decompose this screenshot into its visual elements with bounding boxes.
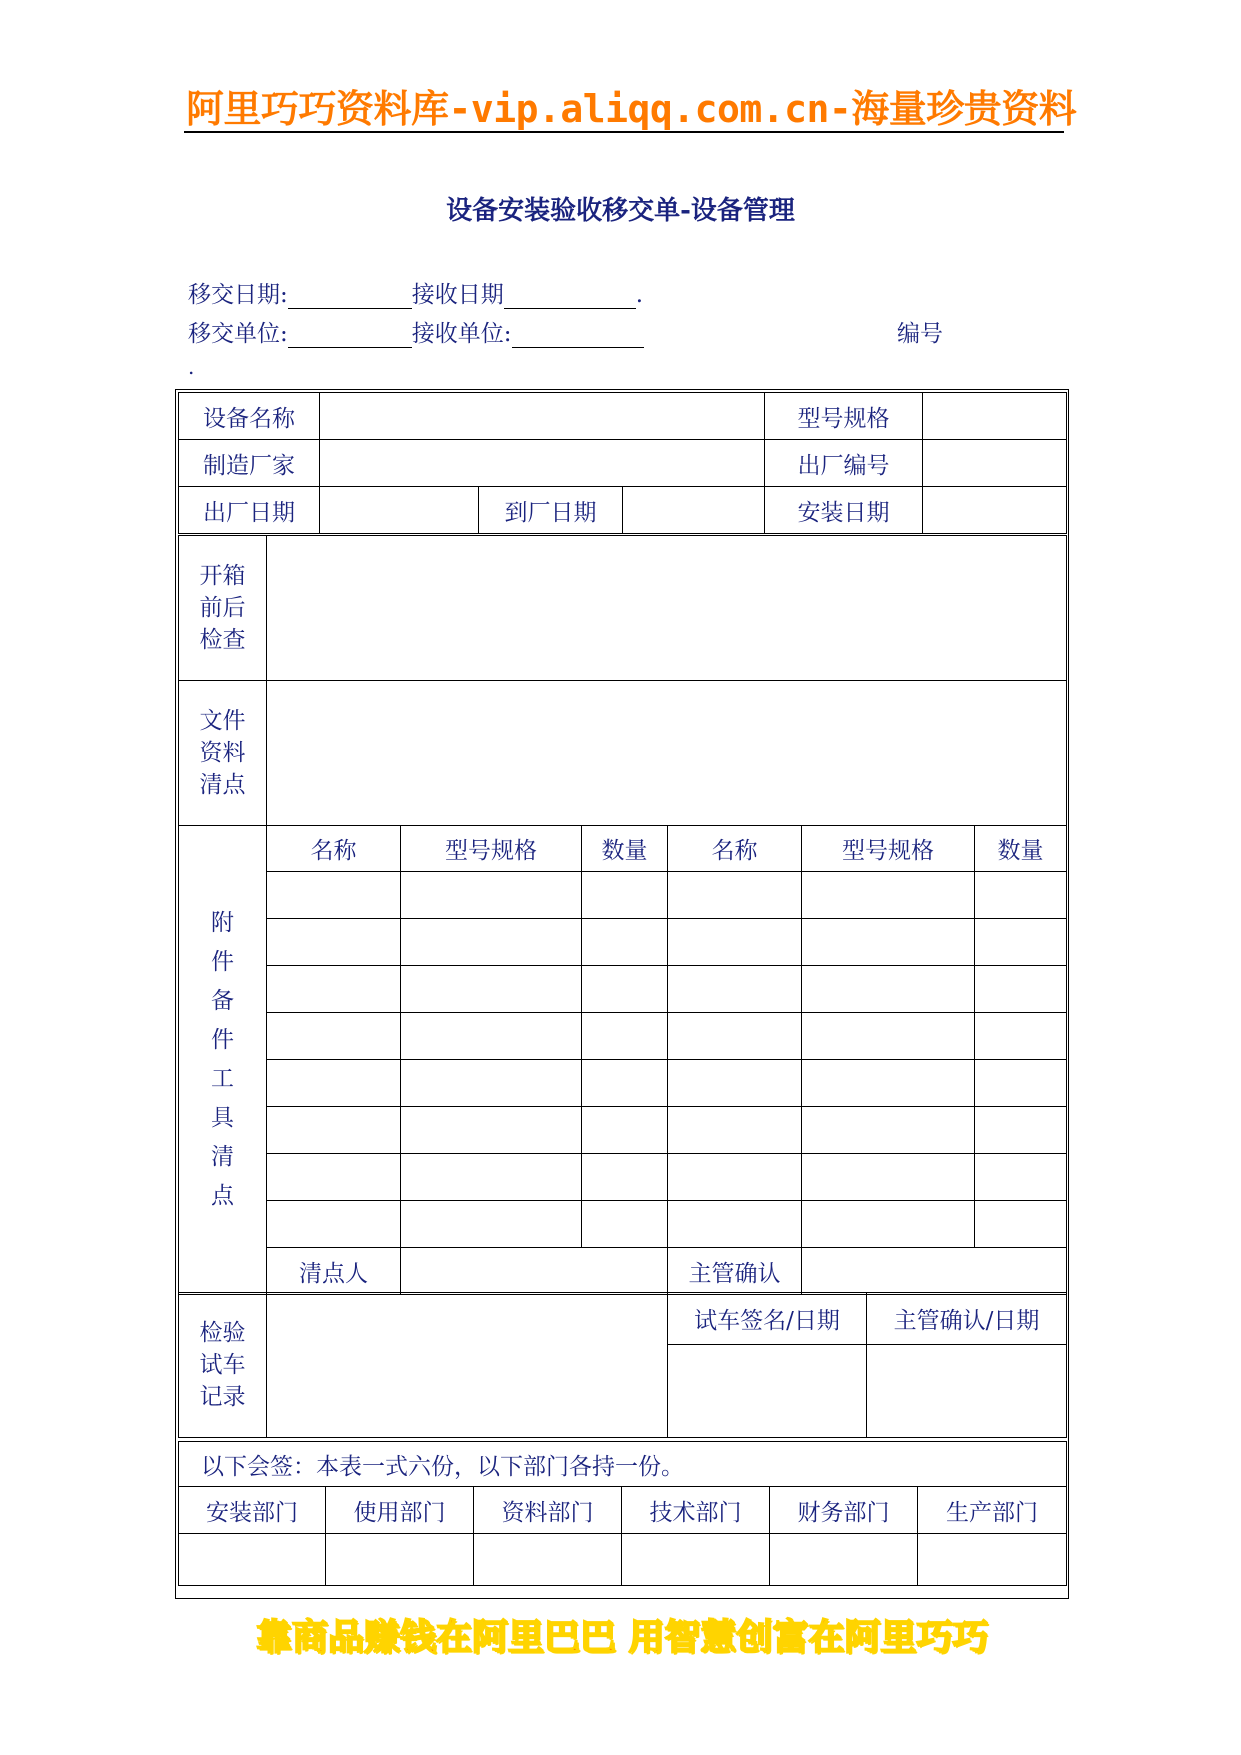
- stray-dot: .: [188, 355, 195, 379]
- cell[interactable]: [975, 966, 1067, 1013]
- cell[interactable]: [975, 919, 1067, 966]
- col-name-left: 名称: [267, 826, 401, 872]
- cell[interactable]: [802, 1060, 975, 1107]
- department-use: 使用部门: [326, 1487, 474, 1534]
- cell[interactable]: [802, 966, 975, 1013]
- cell[interactable]: [975, 872, 1067, 919]
- cell[interactable]: [668, 1107, 802, 1154]
- signature-cell-use[interactable]: [326, 1534, 474, 1586]
- model-label: 型号规格: [765, 393, 923, 440]
- countersign-note: 以下会签：本表一式六份，以下部门各持一份。: [179, 1442, 1067, 1487]
- header-divider: [184, 131, 1064, 133]
- signature-cell-technical[interactable]: [622, 1534, 770, 1586]
- cell[interactable]: [975, 1013, 1067, 1060]
- accessories-supervisor-cell[interactable]: [802, 1248, 1067, 1295]
- cell[interactable]: [802, 872, 975, 919]
- meta-line-units: [188, 315, 644, 348]
- cell[interactable]: [975, 1060, 1067, 1107]
- cell[interactable]: [582, 966, 668, 1013]
- documents-check-label: 文件 资料 清点: [179, 681, 267, 826]
- department-install: 安装部门: [179, 1487, 326, 1534]
- receive-date-suffix: .: [635, 282, 644, 308]
- cell[interactable]: [267, 966, 401, 1013]
- receive-unit-label: 接收单位:: [411, 321, 512, 347]
- cell[interactable]: [401, 1060, 582, 1107]
- document-title: 设备安装验收移交单-设备管理: [446, 196, 795, 226]
- equipment-name-label: 设备名称: [179, 393, 320, 440]
- signature-cell-finance[interactable]: [770, 1534, 918, 1586]
- cell[interactable]: [802, 1013, 975, 1060]
- cell[interactable]: [267, 1201, 401, 1248]
- cell[interactable]: [668, 966, 802, 1013]
- signature-cell-install[interactable]: [179, 1534, 326, 1586]
- cell[interactable]: [267, 1013, 401, 1060]
- table-row: [179, 1201, 1067, 1248]
- meta-line-dates: [188, 276, 643, 309]
- cell[interactable]: [401, 966, 582, 1013]
- factory-date-cell[interactable]: [320, 487, 479, 534]
- handover-date-field[interactable]: [288, 282, 412, 309]
- cell[interactable]: [267, 1154, 401, 1201]
- cell[interactable]: [582, 1154, 668, 1201]
- equipment-info-table: [178, 392, 1067, 534]
- col-model-left: 型号规格: [401, 826, 582, 872]
- table-row: [179, 1107, 1067, 1154]
- cell[interactable]: [668, 1154, 802, 1201]
- cell[interactable]: [401, 872, 582, 919]
- cell[interactable]: [668, 1201, 802, 1248]
- cell[interactable]: [975, 1201, 1067, 1248]
- serial-cell[interactable]: [923, 440, 1067, 487]
- trial-table: [178, 1292, 1067, 1438]
- cell[interactable]: [582, 1013, 668, 1060]
- cell[interactable]: [582, 919, 668, 966]
- documents-check-cell[interactable]: [267, 681, 1067, 826]
- department-production: 生产部门: [918, 1487, 1067, 1534]
- table-row: [179, 1060, 1067, 1107]
- accessories-table: [178, 825, 1067, 1295]
- cell[interactable]: [975, 1154, 1067, 1201]
- trial-record-cell[interactable]: [267, 1293, 668, 1438]
- countersign-table: [178, 1441, 1067, 1586]
- maker-cell[interactable]: [320, 440, 765, 487]
- col-qty-left: 数量: [582, 826, 668, 872]
- handover-unit-label: 移交单位:: [188, 321, 288, 347]
- install-date-cell[interactable]: [923, 487, 1067, 534]
- cell[interactable]: [267, 1107, 401, 1154]
- signature-cell-production[interactable]: [918, 1534, 1067, 1586]
- receive-date-label: 接收日期: [411, 282, 504, 308]
- unboxing-check-label: 开箱 前后 检查: [179, 536, 267, 681]
- trial-supervisor-date-label: 主管确认/日期: [867, 1293, 1067, 1345]
- cell[interactable]: [802, 1154, 975, 1201]
- cell[interactable]: [267, 919, 401, 966]
- table-row: [179, 966, 1067, 1013]
- col-model-right: 型号规格: [802, 826, 975, 872]
- cell[interactable]: [668, 1060, 802, 1107]
- header-banner: 阿里巧巧资料库-vip.aliqq.com.cn-海量珍贵资料: [186, 87, 1077, 131]
- maker-label: 制造厂家: [179, 440, 320, 487]
- trial-sign-date-cell[interactable]: [668, 1345, 867, 1438]
- serial-label: 出厂编号: [765, 440, 923, 487]
- cell[interactable]: [668, 1013, 802, 1060]
- cell[interactable]: [582, 872, 668, 919]
- accessories-supervisor-label: 主管确认: [668, 1248, 802, 1295]
- model-cell[interactable]: [923, 393, 1067, 440]
- footer-banner: 靠商品赚钱在阿里巴巴 用智慧创富在阿里巧巧: [255, 1617, 989, 1658]
- trial-sign-date-label: 试车签名/日期: [668, 1293, 867, 1345]
- cell[interactable]: [802, 919, 975, 966]
- receive-date-field[interactable]: [504, 282, 636, 309]
- table-row: [179, 1013, 1067, 1060]
- cell[interactable]: [401, 919, 582, 966]
- counter-label: 清点人: [267, 1248, 401, 1295]
- cell[interactable]: [802, 1107, 975, 1154]
- cell[interactable]: [582, 1201, 668, 1248]
- department-technical: 技术部门: [622, 1487, 770, 1534]
- table-row: [179, 1154, 1067, 1201]
- handover-date-label: 移交日期:: [188, 282, 288, 308]
- arrival-date-label: 到厂日期: [479, 487, 623, 534]
- signature-cell-records[interactable]: [474, 1534, 622, 1586]
- cell[interactable]: [668, 919, 802, 966]
- number-label: 编号: [897, 321, 943, 347]
- handover-unit-field[interactable]: [288, 321, 412, 348]
- cell[interactable]: [401, 1154, 582, 1201]
- cell[interactable]: [267, 872, 401, 919]
- cell[interactable]: [267, 1060, 401, 1107]
- cell[interactable]: [401, 1013, 582, 1060]
- cell[interactable]: [975, 1107, 1067, 1154]
- cell[interactable]: [668, 872, 802, 919]
- receive-unit-field[interactable]: [512, 321, 644, 348]
- accessories-side-label: 附 件 备 件 工 具 清 点: [179, 826, 267, 1295]
- trial-supervisor-date-cell[interactable]: [867, 1345, 1067, 1438]
- department-finance: 财务部门: [770, 1487, 918, 1534]
- equipment-name-cell[interactable]: [320, 393, 765, 440]
- table-row: [179, 872, 1067, 919]
- cell[interactable]: [401, 1201, 582, 1248]
- department-records: 资料部门: [474, 1487, 622, 1534]
- cell[interactable]: [582, 1060, 668, 1107]
- cell[interactable]: [582, 1107, 668, 1154]
- cell[interactable]: [802, 1201, 975, 1248]
- unboxing-check-cell[interactable]: [267, 536, 1067, 681]
- arrival-date-cell[interactable]: [623, 487, 765, 534]
- col-name-right: 名称: [668, 826, 802, 872]
- cell[interactable]: [401, 1107, 582, 1154]
- col-qty-right: 数量: [975, 826, 1067, 872]
- checks-table: [178, 535, 1067, 826]
- trial-record-label: 检验 试车 记录: [179, 1293, 267, 1438]
- table-row: [179, 919, 1067, 966]
- factory-date-label: 出厂日期: [179, 487, 320, 534]
- install-date-label: 安装日期: [765, 487, 923, 534]
- counter-cell[interactable]: [401, 1248, 668, 1295]
